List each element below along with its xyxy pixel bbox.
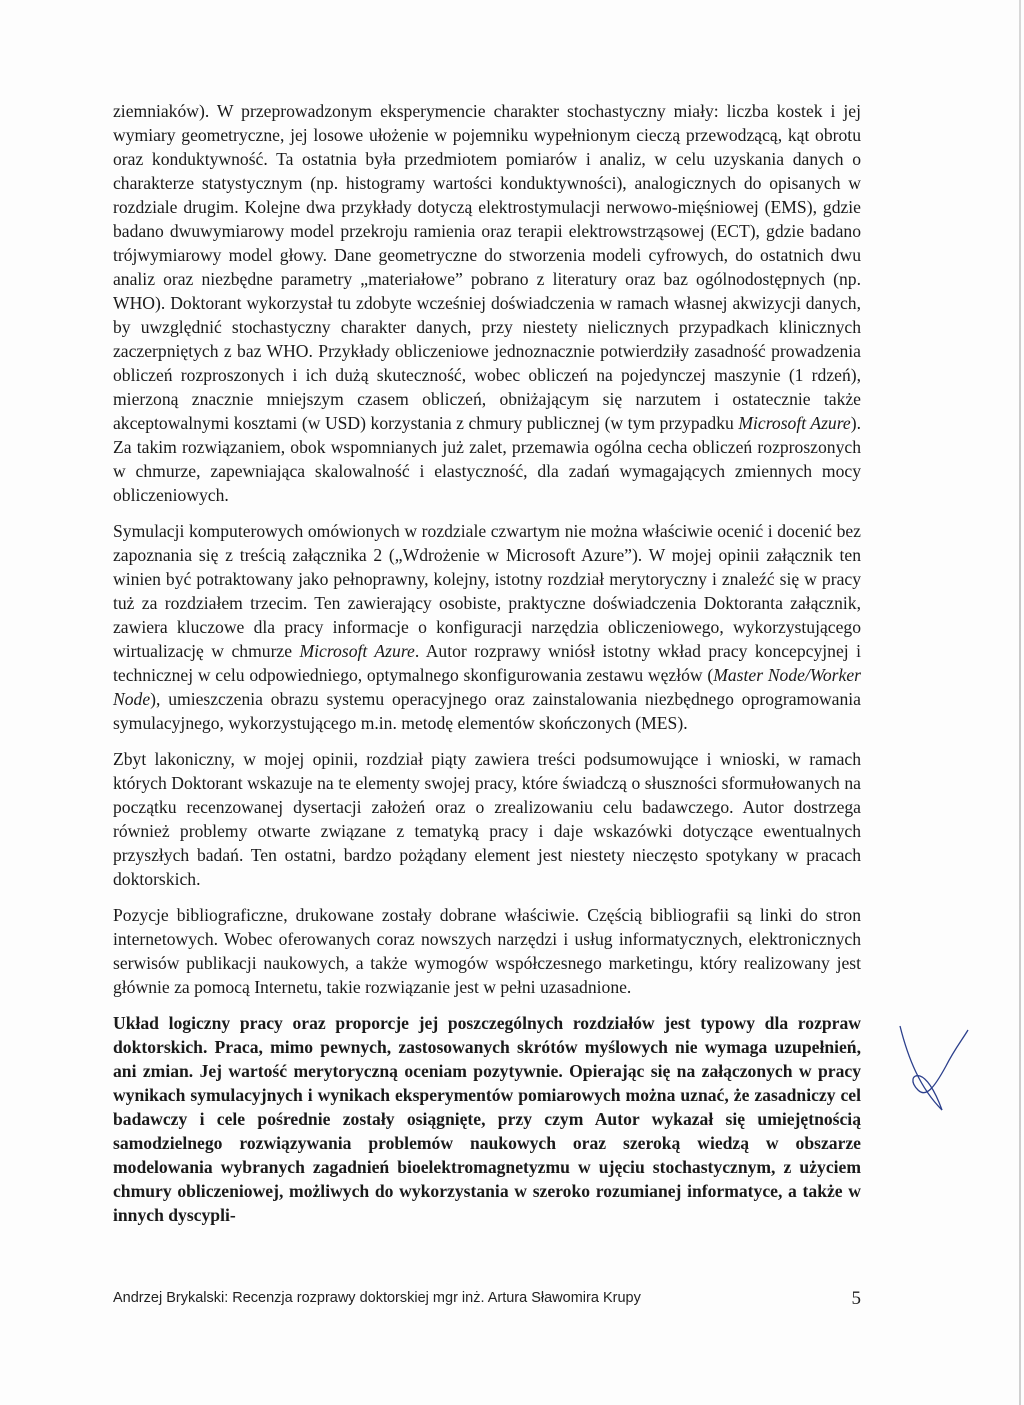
handwritten-initials-icon	[890, 1018, 970, 1118]
paragraph-1-text-b: ). Za takim rozwiązaniem, obok wspomnianych już zalet, przemawia ogólna cecha obliczeń rozproszonych w chmurze, zapewniająca skalowalność i elastyczność, dla zadań wymagających zmiennych mocy obliczeniowych.	[113, 413, 861, 505]
paragraph-2-text-b: . Autor rozprawy wniósł istotny wkład pracy koncepcyjnej i technicznej w celu odpowiedniego, optymalnego skonfigurowania zestawu węzłów (	[113, 641, 862, 685]
paragraph-4: Pozycje bibliograficzne, drukowane zostały dobrane właściwie. Częścią bibliografii są linki do stron internetowych. Wobec oferowanych coraz nowszych narzędzi i usług informatycznych, elektronicznych serwisów publikacji naukowych, a także wymogów współczesnego marketingu, który realizowany jest głównie za pomocą Internetu, takie rozwiązanie jest w pełni uzasadnione.	[113, 905, 861, 997]
paragraph-1-italic: Microsoft Azure	[738, 413, 851, 433]
paragraph-2-text-c: ), umieszczenia obrazu systemu operacyjnego oraz zainstalowania niezbędnego oprogramowania symulacyjnego, wykorzystującego m.in. metodę elementów skończonych (MES).	[113, 689, 861, 733]
footer-text: Andrzej Brykalski: Recenzja rozprawy doktorskiej mgr inż. Artura Sławomira Krupy	[113, 1290, 641, 1306]
paragraph-1-text-a: ziemniaków). W przeprowadzonym eksperymencie charakter stochastyczny miały: liczba kostek i jej wymiary geometryczne, jej losowe ułożenie w pojemniku wypełnionym cieczą przewodzącą, kąt obrotu oraz konduktywność. Ta ostatnia była przedmiotem pomiarów i analiz, w celu uzyskania danych o charakterze statystycznym (np. histogramy wartości konduktywności), analogicznych do opisanych w rozdziale drugim. Kolejne dwa przykłady dotyczą elektrostymulacji nerwowo-mięśniowej (EMS), gdzie badano dwuwymiarowy model przekroju ramienia oraz terapii elektrowstrząsowej (ECT), gdzie badano trójwymiarowy model głowy. Dane geometryczne do stworzenia modeli cyfrowych, do ostatnich dwu analiz oraz niezbędne parametry „materiałowe” pobrano z literatury oraz baz ogólnodostępnych (np. WHO). Doktorant wykorzystał tu zdobyte wcześniej doświadczenia w ramach własnej akwizycji danych, by uwzględnić stochastyczny charakter danych, przy niestety nielicznych przypadkach klinicznych zaczerpniętych z baz WHO. Przykłady obliczeniowe jednoznacznie potwierdziły zasadność prowadzenia obliczeń rozproszonych i ich dużą skuteczność, wobec obliczeń na pojedynczej maszynie (1 rdzeń), mierzoną znacznie mniejszym czasem obliczeń, obniżającym się narzutem i ostatecznie także akceptowalnymi kosztami (w USD) korzystania z chmury publicznej (w tym przypadku	[113, 101, 861, 433]
scan-edge-line	[1019, 0, 1021, 1405]
page-footer	[113, 1288, 861, 1309]
page-number: 5	[851, 1288, 861, 1309]
document-body	[113, 99, 861, 1239]
paragraph-1	[113, 99, 861, 507]
paragraph-2-text-a: Symulacji komputerowych omówionych w rozdziale czwartym nie można właściwie ocenić i docenić bez zapoznania się z treścią załącznika 2 („Wdrożenie w Microsoft Azure”). W mojej opinii załącznik ten winien być potraktowany jako pełnoprawny, kolejny, istotny rozdział merytoryczny i znaleźć się w pracy tuż za rozdziałem trzecim. Ten zawierający osobiste, praktyczne doświadczenia Doktoranta załącznik, zawiera kluczowe dla pracy informacje o konfiguracji narzędzia obliczeniowego, wykorzystującego wirtualizację w chmurze	[113, 521, 861, 661]
paragraph-2-italic-a: Microsoft Azure	[299, 641, 415, 661]
paragraph-5-conclusion: Układ logiczny pracy oraz proporcje jej poszczególnych rozdziałów jest typowy dla rozpraw doktorskich. Praca, mimo pewnych, zastosowanych skrótów myślowych nie wymaga uzupełnień, ani zmian. Jej wartość merytoryczną oceniam pozytywnie. Opierając się na załączonych w pracy wynikach symulacyjnych i wynikach eksperymentów pomiarowych można uznać, że zasadniczy cel badawczy i cele pośrednie zostały osiągnięte, przy czym Autor wykazał się umiejętnością samodzielnego rozwiązywania problemów naukowych oraz szeroką wiedzą w obszarze modelowania wybranych zagadnień bioelektromagnetyzmu w ujęciu stochastycznym, z użyciem chmury obliczeniowej, możliwych do wykorzystania w szeroko rozumianej informatyce, a także w innych dyscypli-	[113, 1013, 861, 1225]
paragraph-3: Zbyt lakoniczny, w mojej opinii, rozdział piąty zawiera treści podsumowujące i wnioski, w ramach których Doktorant wskazuje na te elementy swojej pracy, które świadczą o słuszności sformułowanych na początku recenzowanej dysertacji założeń oraz o zrealizowaniu celu badawczego. Autor dostrzega również problemy otwarte związane z tematyką pracy i daje wskazówki dotyczące ewentualnych przyszłych badań. Ten ostatni, bardzo pożądany element jest niestety nieczęsto spotykany w pracach doktorskich.	[113, 749, 861, 889]
paragraph-2	[113, 519, 861, 735]
paragraph-2-italic-b: Master Node/Worker Node	[113, 665, 861, 709]
